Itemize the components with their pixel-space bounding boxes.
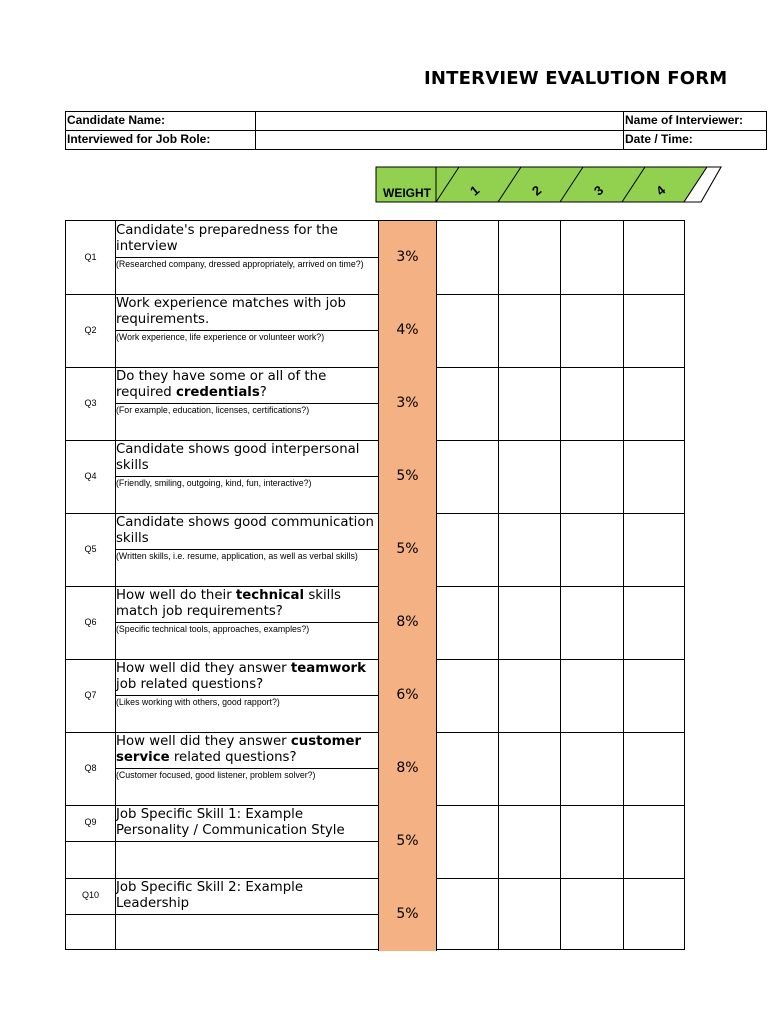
candidate-info-table — [65, 111, 767, 150]
rating-cell-4[interactable] — [624, 732, 684, 805]
weight-cell — [378, 440, 437, 513]
rating-cell-3[interactable] — [561, 878, 623, 951]
weight-header-label: WEIGHT — [383, 186, 431, 200]
question-row-q9 — [66, 805, 684, 878]
question-text-emphasis: technical — [235, 588, 305, 603]
question-row-q8 — [66, 732, 684, 805]
rating-cell-2[interactable] — [499, 440, 560, 513]
rating-cell-2[interactable] — [499, 367, 560, 440]
rating-cell-2[interactable] — [499, 878, 560, 951]
rating-cell-4[interactable] — [624, 513, 684, 586]
rating-2-label: 2 — [529, 182, 545, 199]
question-number: Q8 — [84, 763, 97, 773]
rating-cell-1[interactable] — [438, 659, 498, 732]
weight-cell — [378, 878, 437, 951]
rating-cell-2[interactable] — [499, 294, 560, 367]
divider — [115, 695, 378, 696]
question-text-part: How well do their — [116, 588, 236, 603]
question-text: Work experience matches with job requirements. — [116, 296, 346, 327]
rating-cell-3[interactable] — [561, 367, 623, 440]
question-text-part: How well did they answer — [116, 661, 291, 676]
question-text-part: How well did they answer — [116, 734, 291, 749]
question-detail: (Work experience, life experience or volunteer work?) — [116, 332, 325, 342]
rating-cell-3[interactable] — [561, 659, 623, 732]
divider — [623, 112, 624, 149]
rating-cell-3[interactable] — [561, 732, 623, 805]
rating-cell-3[interactable] — [561, 513, 623, 586]
question-number: Q10 — [81, 890, 99, 900]
question-text-emphasis: credentials — [175, 385, 260, 400]
question-number: Q5 — [84, 544, 97, 554]
question-text: Candidate's preparedness for the interview — [116, 223, 338, 254]
rating-cell-1[interactable] — [438, 878, 498, 951]
evaluation-grid — [65, 220, 685, 950]
question-detail: (Written skills, i.e. resume, application, as well as verbal skills) — [116, 551, 358, 561]
weight-value: 3% — [396, 249, 419, 265]
divider — [115, 841, 378, 842]
question-number: Q1 — [84, 252, 97, 262]
rating-band-shape — [376, 167, 776, 202]
rating-cell-1[interactable] — [438, 294, 498, 367]
weight-value: 4% — [396, 322, 419, 338]
question-number: Q9 — [84, 817, 97, 827]
interviewer-name-label: Name of Interviewer: — [625, 113, 744, 127]
divider — [115, 403, 378, 404]
question-text-part: skills match job requirements? — [116, 588, 341, 619]
weight-cell — [378, 294, 437, 367]
question-text-part: job related questions? — [116, 677, 264, 692]
divider — [115, 805, 116, 841]
divider — [115, 330, 378, 331]
question-number: Q3 — [84, 398, 97, 408]
question-detail: (Customer focused, good listener, problem solver?) — [116, 770, 316, 780]
question-number: Q2 — [84, 325, 97, 335]
rating-cell-4[interactable] — [624, 367, 684, 440]
question-text-part: ? — [259, 385, 267, 400]
question-text — [116, 661, 378, 693]
rating-cell-3[interactable] — [561, 586, 623, 659]
question-row-q7 — [66, 659, 684, 732]
rating-cell-2[interactable] — [499, 732, 560, 805]
weight-value: 5% — [396, 833, 419, 849]
rating-3-label: 3 — [591, 182, 607, 199]
rating-cell-1[interactable] — [438, 586, 498, 659]
rating-cell-1[interactable] — [438, 732, 498, 805]
rating-cell-1[interactable] — [438, 221, 498, 294]
rating-cell-4[interactable] — [624, 586, 684, 659]
rating-cell-3[interactable] — [561, 440, 623, 513]
question-text-part: Do they have some or all of the required — [116, 369, 327, 400]
rating-cell-4[interactable] — [624, 659, 684, 732]
weight-value: 6% — [396, 687, 419, 703]
rating-cell-2[interactable] — [499, 221, 560, 294]
question-text: Job Specific Skill 1: Example Personality / Communication Style — [116, 807, 345, 838]
rating-cell-4[interactable] — [624, 294, 684, 367]
question-text — [116, 588, 378, 620]
rating-scale-header — [376, 167, 776, 202]
question-row-q10 — [66, 878, 684, 951]
rating-cell-3[interactable] — [561, 805, 623, 878]
rating-cell-4[interactable] — [624, 440, 684, 513]
question-text — [116, 734, 378, 766]
rating-1-label: 1 — [467, 182, 483, 199]
divider — [115, 914, 378, 915]
question-number: Q6 — [84, 617, 97, 627]
weight-value: 5% — [396, 906, 419, 922]
rating-4-label: 4 — [653, 182, 669, 199]
question-row-q3 — [66, 367, 684, 440]
question-text: Job Specific Skill 2: Example Leadership — [116, 880, 304, 911]
question-text — [116, 369, 378, 401]
question-detail: (Specific technical tools, approaches, examples?) — [116, 624, 310, 634]
question-row-q6 — [66, 586, 684, 659]
divider — [115, 768, 378, 769]
weight-cell — [378, 513, 437, 586]
weight-cell — [378, 586, 437, 659]
job-role-label: Interviewed for Job Role: — [67, 132, 211, 146]
weight-value: 8% — [396, 760, 419, 776]
question-row-q1 — [66, 221, 684, 294]
rating-cell-2[interactable] — [499, 586, 560, 659]
question-detail: (Researched company, dressed appropriately, arrived on time?) — [116, 259, 364, 269]
question-text-part: related questions? — [169, 750, 297, 765]
question-detail: (Likes working with others, good rapport?) — [116, 697, 280, 707]
question-text: Candidate shows good communication skills — [116, 515, 374, 546]
question-number: Q4 — [84, 471, 97, 481]
weight-cell — [378, 221, 437, 294]
divider — [115, 257, 378, 258]
rating-cell-1[interactable] — [438, 440, 498, 513]
divider — [115, 622, 378, 623]
weight-cell — [378, 659, 437, 732]
candidate-name-label: Candidate Name: — [67, 113, 166, 127]
question-row-q2 — [66, 294, 684, 367]
rating-cell-3[interactable] — [561, 294, 623, 367]
rating-cell-4[interactable] — [624, 221, 684, 294]
divider — [66, 914, 115, 915]
question-text: Candidate shows good interpersonal skills — [116, 442, 360, 473]
rating-cell-1[interactable] — [438, 367, 498, 440]
divider — [255, 112, 256, 149]
rating-cell-2[interactable] — [499, 513, 560, 586]
rating-cell-3[interactable] — [561, 221, 623, 294]
question-text-emphasis: teamwork — [290, 661, 366, 676]
question-row-q5 — [66, 513, 684, 586]
question-detail: (Friendly, smiling, outgoing, kind, fun, interactive?) — [116, 478, 312, 488]
weight-value: 3% — [396, 395, 419, 411]
rating-cell-1[interactable] — [438, 805, 498, 878]
form-title: INTERVIEW EVALUTION FORM — [424, 68, 728, 89]
rating-cell-2[interactable] — [499, 805, 560, 878]
question-detail: (For example, education, licenses, certifications?) — [116, 405, 310, 415]
question-number: Q7 — [84, 690, 97, 700]
weight-cell — [378, 367, 437, 440]
rating-cell-2[interactable] — [499, 659, 560, 732]
question-text-emphasis: customer service — [116, 734, 362, 765]
weight-value: 5% — [396, 541, 419, 557]
weight-value: 8% — [396, 614, 419, 630]
weight-cell — [378, 732, 437, 805]
divider — [115, 549, 378, 550]
question-row-q4 — [66, 440, 684, 513]
weight-cell — [378, 805, 437, 878]
rating-cell-4[interactable] — [624, 805, 684, 878]
divider — [66, 841, 115, 842]
date-time-label: Date / Time: — [625, 132, 693, 146]
rating-cell-4[interactable] — [624, 878, 684, 951]
rating-cell-1[interactable] — [438, 513, 498, 586]
weight-value: 5% — [396, 468, 419, 484]
divider — [115, 476, 378, 477]
